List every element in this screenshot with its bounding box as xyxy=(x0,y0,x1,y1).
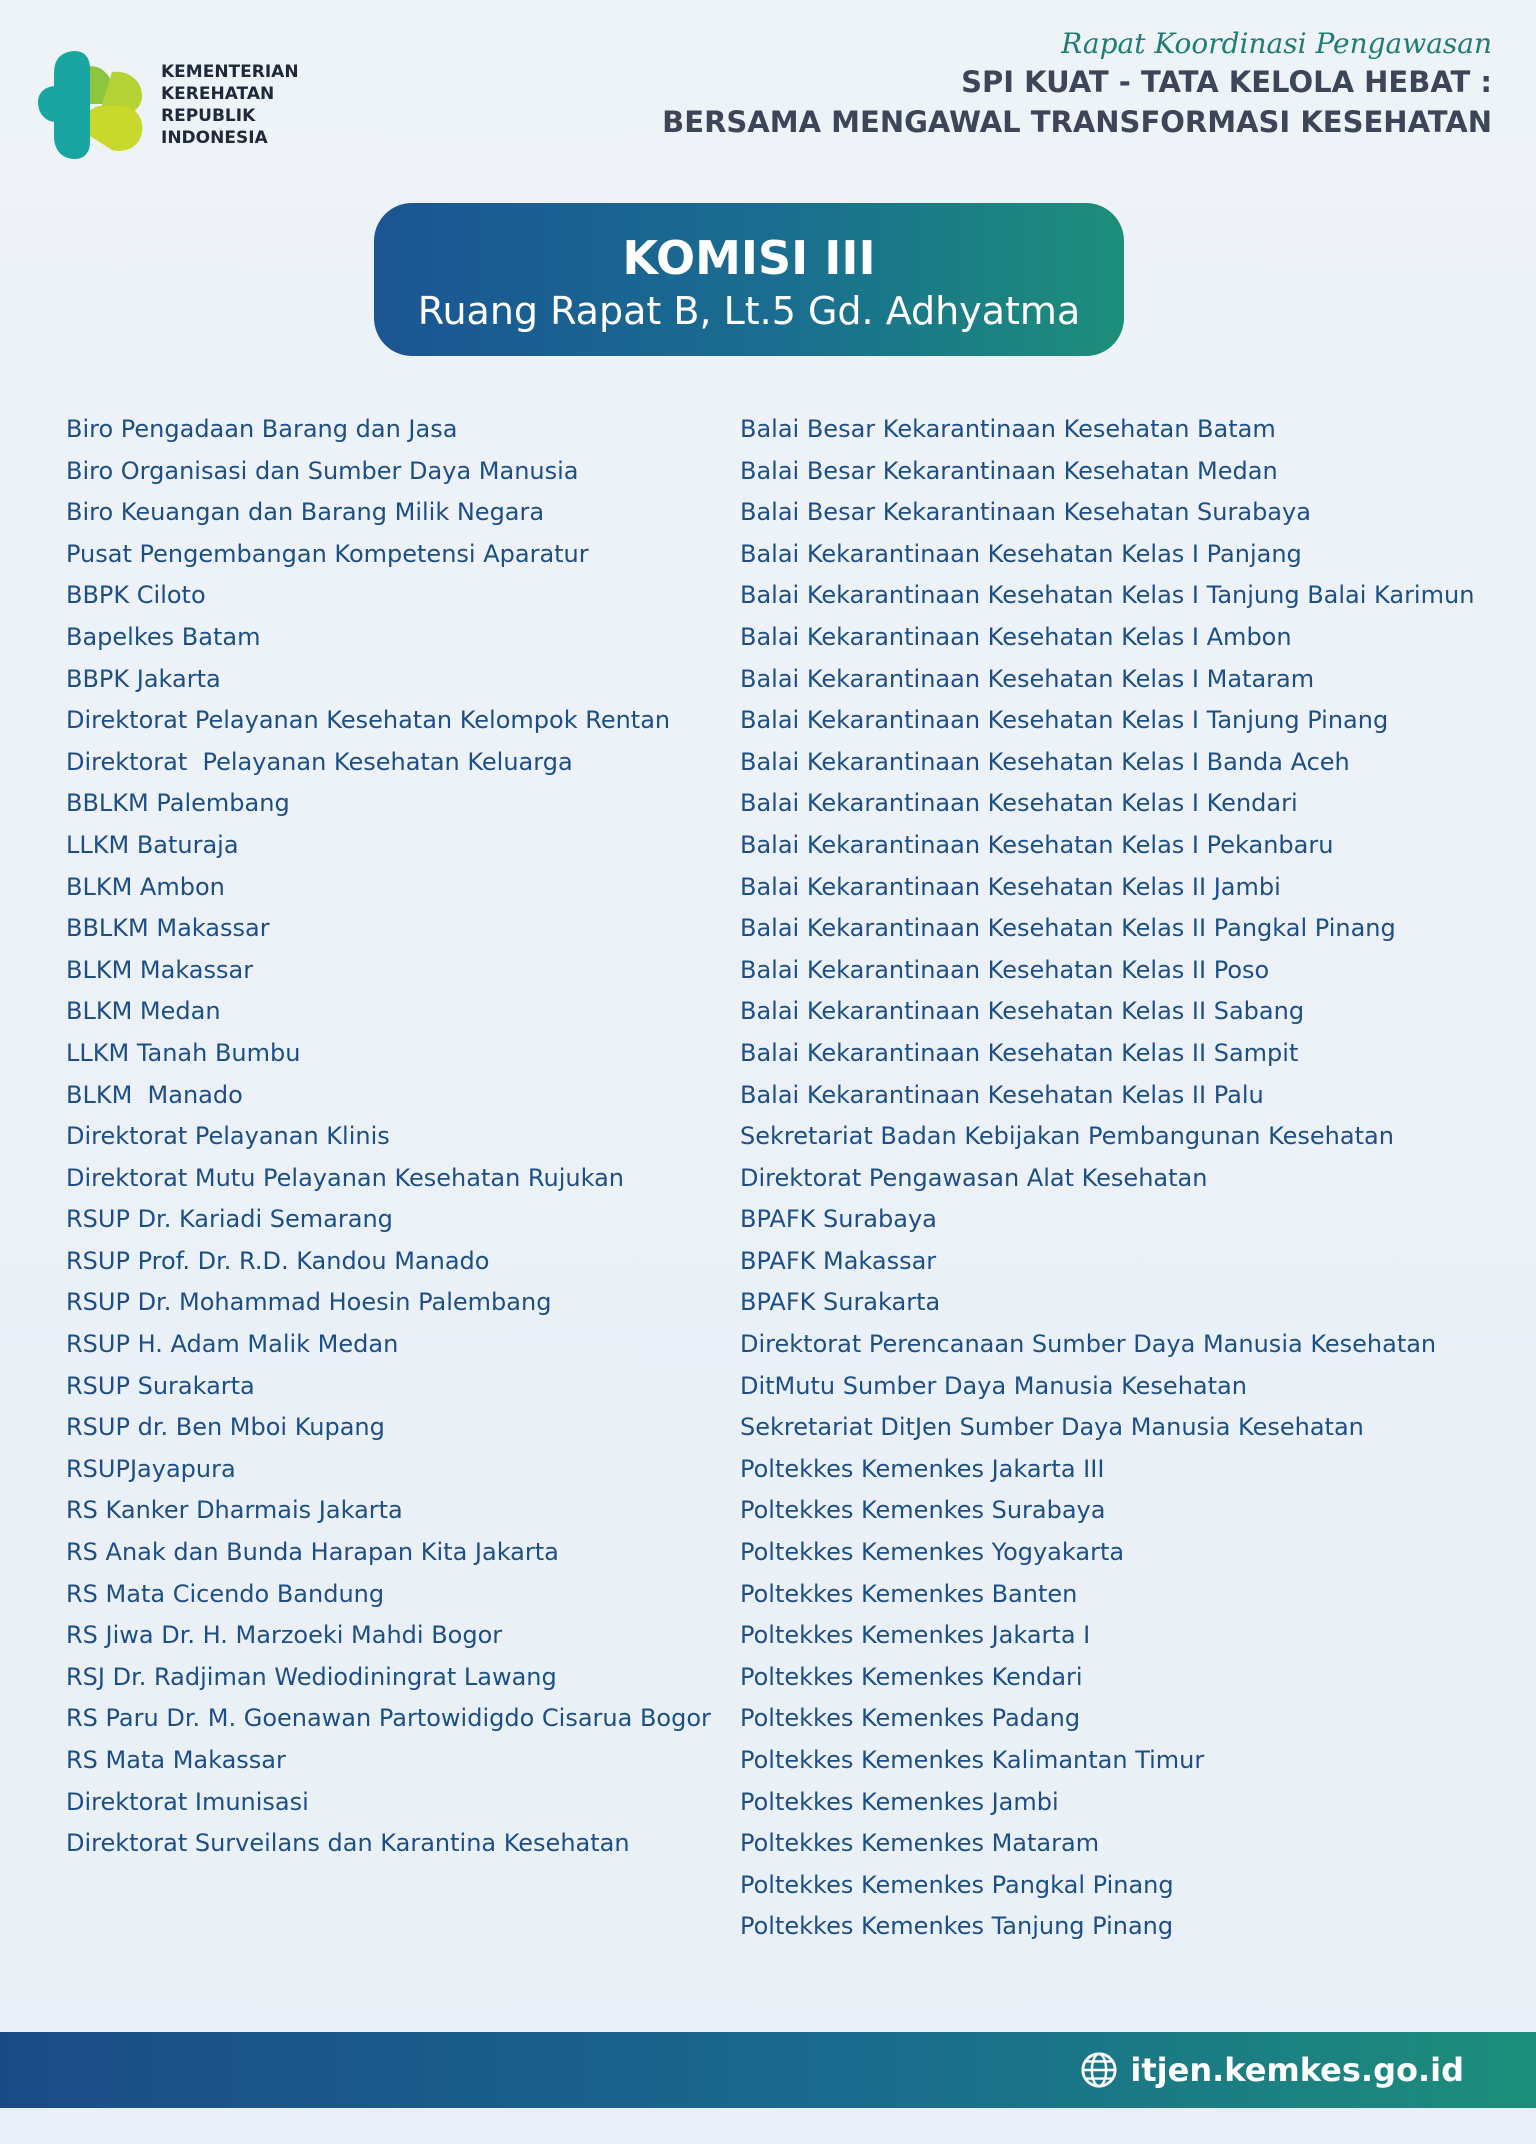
list-item: RS Paru Dr. M. Goenawan Partowidigdo Cisarua Bogor xyxy=(66,1704,711,1733)
list-item: Balai Kekarantinaan Kesehatan Kelas I Ambon xyxy=(740,622,1292,651)
list-item: Balai Kekarantinaan Kesehatan Kelas II Palu xyxy=(740,1080,1264,1109)
list-item: Biro Pengadaan Barang dan Jasa xyxy=(66,415,458,443)
list-item: BLKM Ambon xyxy=(66,872,225,901)
list-item: Balai Besar Kekarantinaan Kesehatan Surabaya xyxy=(740,498,1311,527)
list-item: RS Anak dan Bunda Harapan Kita Jakarta xyxy=(66,1538,559,1567)
list-item: Direktorat Pelayanan Klinis xyxy=(66,1122,390,1151)
list-item: LLKM Tanah Bumbu xyxy=(66,1038,301,1067)
list-item: Poltekkes Kemenkes Kalimantan Timur xyxy=(740,1746,1205,1774)
event-theme-line-2: BERSAMA MENGAWAL TRANSFORMASI KESEHATAN xyxy=(662,105,1492,139)
list-item: RSUP Surakarta xyxy=(66,1371,255,1400)
list-item: Balai Besar Kekarantinaan Kesehatan Batam xyxy=(740,415,1276,443)
ministry-name-line: REPUBLIK xyxy=(161,106,256,126)
list-item: RSUPJayapura xyxy=(66,1454,236,1483)
list-item: Balai Kekarantinaan Kesehatan Kelas I Tanjung Balai Karimun xyxy=(740,581,1475,610)
list-item: Balai Kekarantinaan Kesehatan Kelas II Jambi xyxy=(740,872,1281,901)
meeting-room: Ruang Rapat B, Lt.5 Gd. Adhyatma xyxy=(417,289,1081,333)
list-item: Balai Kekarantinaan Kesehatan Kelas I Panjang xyxy=(740,539,1302,568)
list-item: Poltekkes Kemenkes Yogyakarta xyxy=(740,1538,1125,1567)
list-item: RSUP H. Adam Malik Medan xyxy=(66,1330,399,1359)
list-item: BLKM Makassar xyxy=(66,955,254,984)
list-item: RSUP Dr. Mohammad Hoesin Palembang xyxy=(66,1288,552,1317)
list-item: Biro Organisasi dan Sumber Daya Manusia xyxy=(66,456,579,485)
footer-bar xyxy=(0,2032,1536,2108)
list-item: BBLKM Makassar xyxy=(66,914,270,943)
list-item: Poltekkes Kemenkes Padang xyxy=(740,1704,1081,1733)
website-link[interactable] xyxy=(1080,2032,1464,2108)
list-item: Poltekkes Kemenkes Tanjung Pinang xyxy=(740,1912,1174,1941)
list-item: Balai Kekarantinaan Kesehatan Kelas I Kendari xyxy=(740,789,1298,818)
list-item: Poltekkes Kemenkes Jambi xyxy=(740,1787,1059,1816)
list-item: Direktorat Imunisasi xyxy=(66,1787,309,1816)
list-item: BPAFK Surabaya xyxy=(740,1205,937,1234)
globe-icon xyxy=(1080,2051,1118,2089)
list-item: BBPK Ciloto xyxy=(66,581,206,610)
list-item: Poltekkes Kemenkes Jakarta I xyxy=(740,1621,1091,1650)
list-item: DitMutu Sumber Daya Manusia Kesehatan xyxy=(740,1371,1247,1400)
list-item: Poltekkes Kemenkes Banten xyxy=(740,1579,1078,1608)
event-script-title: Rapat Koordinasi Pengawasan xyxy=(1061,27,1492,60)
ministry-name-line: INDONESIA xyxy=(161,128,268,148)
ministry-name xyxy=(161,61,299,149)
list-item: Balai Kekarantinaan Kesehatan Kelas II Sabang xyxy=(740,997,1305,1026)
list-item: Direktorat Surveilans dan Karantina Kesehatan xyxy=(66,1829,630,1858)
list-item: RSJ Dr. Radjiman Wediodiningrat Lawang xyxy=(66,1662,557,1691)
list-item: Balai Besar Kekarantinaan Kesehatan Medan xyxy=(740,456,1278,485)
list-item: Balai Kekarantinaan Kesehatan Kelas II Pangkal Pinang xyxy=(740,914,1396,943)
list-item: Poltekkes Kemenkes Kendari xyxy=(740,1662,1083,1691)
komisi-banner xyxy=(374,203,1124,356)
list-item: Direktorat Pelayanan Kesehatan Keluarga xyxy=(66,747,573,776)
list-item: RSUP Dr. Kariadi Semarang xyxy=(66,1205,393,1234)
list-item: RSUP dr. Ben Mboi Kupang xyxy=(66,1413,385,1442)
komisi-title: KOMISI III xyxy=(622,231,876,285)
ministry-name-line: KEMENTERIAN xyxy=(161,62,299,82)
ministry-name-line: KEREHATAN xyxy=(161,84,275,104)
list-item: RS Mata Cicendo Bandung xyxy=(66,1579,385,1608)
list-item: Poltekkes Kemenkes Pangkal Pinang xyxy=(740,1870,1174,1899)
list-item: Sekretariat DitJen Sumber Daya Manusia Kesehatan xyxy=(740,1413,1364,1442)
list-item: Direktorat Pelayanan Kesehatan Kelompok Rentan xyxy=(66,706,671,735)
list-item: Biro Keuangan dan Barang Milik Negara xyxy=(66,498,545,527)
list-item: Sekretariat Badan Kebijakan Pembangunan Kesehatan xyxy=(740,1122,1394,1151)
list-item: RS Mata Makassar xyxy=(66,1746,286,1774)
list-item: Balai Kekarantinaan Kesehatan Kelas I Pekanbaru xyxy=(740,830,1334,859)
event-header xyxy=(662,26,1492,142)
list-item: Direktorat Mutu Pelayanan Kesehatan Rujukan xyxy=(66,1163,624,1192)
list-item: Balai Kekarantinaan Kesehatan Kelas I Banda Aceh xyxy=(740,747,1350,776)
list-item: Balai Kekarantinaan Kesehatan Kelas II Poso xyxy=(740,955,1270,984)
list-item: RSUP Prof. Dr. R.D. Kandou Manado xyxy=(66,1246,490,1275)
participant-list-right xyxy=(740,409,1510,1948)
list-item: LLKM Baturaja xyxy=(66,830,239,859)
website-url[interactable]: itjen.kemkes.go.id xyxy=(1130,2051,1464,2089)
list-item: BPAFK Surakarta xyxy=(740,1288,941,1317)
list-item: BLKM Medan xyxy=(66,997,221,1026)
list-item: BLKM Manado xyxy=(66,1080,243,1109)
list-item: Balai Kekarantinaan Kesehatan Kelas I Tanjung Pinang xyxy=(740,706,1389,735)
list-item: Poltekkes Kemenkes Jakarta III xyxy=(740,1454,1105,1483)
list-item: Bapelkes Batam xyxy=(66,622,261,651)
list-item: Poltekkes Kemenkes Mataram xyxy=(740,1829,1100,1858)
list-item: RS Jiwa Dr. H. Marzoeki Mahdi Bogor xyxy=(66,1621,503,1650)
list-item: Direktorat Pengawasan Alat Kesehatan xyxy=(740,1163,1208,1192)
list-item: RS Kanker Dharmais Jakarta xyxy=(66,1496,403,1525)
participant-list-left xyxy=(66,409,736,1865)
list-item: Pusat Pengembangan Kompetensi Aparatur xyxy=(66,539,589,568)
event-theme-line-1: SPI KUAT - TATA KELOLA HEBAT : xyxy=(961,65,1492,99)
list-item: BPAFK Makassar xyxy=(740,1246,937,1275)
list-item: Direktorat Perencanaan Sumber Daya Manusia Kesehatan xyxy=(740,1330,1437,1359)
list-item: BBLKM Palembang xyxy=(66,789,290,818)
list-item: BBPK Jakarta xyxy=(66,664,221,693)
list-item: Balai Kekarantinaan Kesehatan Kelas I Mataram xyxy=(740,664,1315,693)
kemenkes-logo-icon xyxy=(38,46,148,164)
list-item: Poltekkes Kemenkes Surabaya xyxy=(740,1496,1106,1525)
list-item: Balai Kekarantinaan Kesehatan Kelas II Sampit xyxy=(740,1038,1299,1067)
